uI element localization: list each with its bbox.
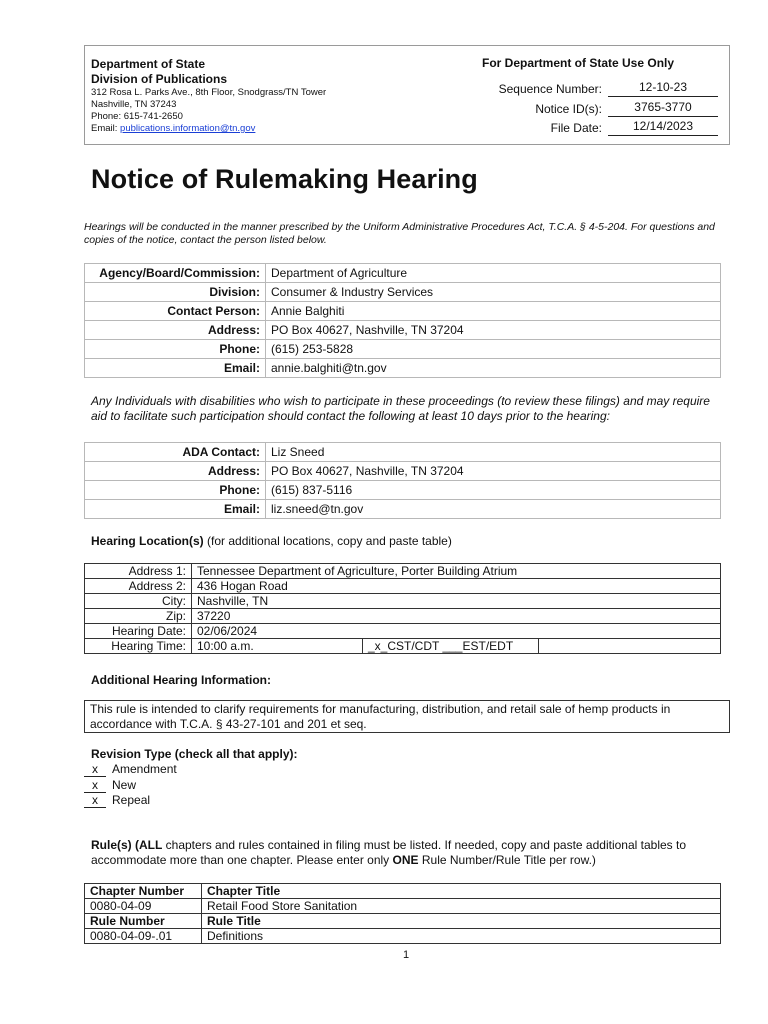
department-phone: Phone: 615-741-2650 — [91, 111, 183, 122]
agency-contact-table — [84, 263, 721, 378]
field-label: Agency/Board/Commission: — [85, 264, 266, 283]
table-header-row — [85, 884, 721, 899]
chapter-number: 0080-04-09 — [85, 899, 202, 914]
hearing-location-note: (for additional locations, copy and paste table) — [203, 534, 452, 548]
notice-id-label: Notice ID(s): — [535, 102, 602, 116]
field-value: Tennessee Department of Agriculture, Porter Building Atrium — [192, 564, 721, 579]
field-label: Phone: — [85, 481, 266, 500]
table-row — [85, 899, 721, 914]
field-value: 436 Hogan Road — [192, 579, 721, 594]
page-number: 1 — [402, 949, 410, 961]
rule-table — [84, 883, 721, 944]
field-label: Email: — [85, 500, 266, 519]
field-value: (615) 837-5116 — [266, 481, 721, 500]
revision-type-heading: Revision Type (check all that apply): — [91, 747, 298, 761]
department-city: Nashville, TN 37243 — [91, 99, 177, 110]
column-header: Chapter Title — [202, 884, 721, 899]
sequence-number-label: Sequence Number: — [498, 82, 602, 96]
hearing-time-label: Hearing Time: — [85, 639, 192, 654]
revision-item-repeal — [84, 793, 150, 808]
table-row — [85, 321, 721, 340]
hearing-location-bold: Hearing Location(s) — [91, 534, 204, 548]
intro-text: Hearings will be conducted in the manner prescribed by the Uniform Administrative Procedures Act, T.C.A. § 4-5-204. For questions and copies of the notice, contact the person listed below. — [84, 221, 715, 246]
notice-id-value: 3765-3770 — [608, 100, 718, 117]
chapter-title: Retail Food Store Sanitation — [202, 899, 721, 914]
field-value: 37220 — [192, 609, 721, 624]
division-name: Division of Publications — [91, 72, 228, 86]
notice-id-row — [482, 102, 722, 118]
time-zone-selection: _x_CST/CDT ___EST/EDT — [363, 639, 539, 654]
table-row — [85, 609, 721, 624]
field-value: Liz Sneed — [266, 443, 721, 462]
field-value: PO Box 40627, Nashville, TN 37204 — [266, 462, 721, 481]
rules-note-text: chapters and rules contained in filing must be listed. If needed, copy and paste additional tables to accommodate more than one chapter. Please enter only — [91, 838, 686, 867]
ada-contact-table — [84, 442, 721, 519]
rule-number: 0080-04-09-.01 — [85, 929, 202, 944]
revision-item-new — [84, 778, 136, 793]
table-row — [85, 500, 721, 519]
field-label: Zip: — [85, 609, 192, 624]
revision-label: Repeal — [112, 793, 151, 807]
field-value: Annie Balghiti — [266, 302, 721, 321]
table-row — [85, 579, 721, 594]
department-address: 312 Rosa L. Parks Ave., 8th Floor, Snodgrass/TN Tower — [91, 87, 327, 98]
hearing-location-heading — [91, 534, 452, 548]
field-label: Contact Person: — [85, 302, 266, 321]
table-row — [85, 639, 721, 654]
field-label: City: — [85, 594, 192, 609]
column-header: Rule Title — [202, 914, 721, 929]
email-label: Email: — [91, 123, 121, 134]
sequence-number-value: 12-10-23 — [608, 80, 718, 97]
sequence-number-row — [482, 82, 722, 98]
additional-info-text: This rule is intended to clarify requirements for manufacturing, distribution, and retail sale of hemp products in accordance with T.C.A. § 43-27-101 and 201 et seq. — [84, 700, 730, 733]
page-title: Notice of Rulemaking Hearing — [91, 164, 478, 194]
field-value: annie.balghiti@tn.gov — [266, 359, 721, 378]
table-row — [85, 359, 721, 378]
checkmark: x — [84, 779, 106, 793]
checkmark: x — [84, 794, 106, 808]
department-header-box — [84, 45, 730, 145]
rules-note-all: ALL — [139, 838, 163, 852]
table-row — [85, 564, 721, 579]
table-header-row — [85, 914, 721, 929]
field-value: Department of Agriculture — [266, 264, 721, 283]
checkmark: x — [84, 763, 106, 777]
additional-info-heading: Additional Hearing Information: — [91, 673, 271, 687]
empty-cell — [539, 639, 721, 654]
field-value: Consumer & Industry Services — [266, 283, 721, 302]
revision-label: New — [112, 778, 137, 792]
department-email-link[interactable]: publications.information@tn.gov — [120, 123, 256, 134]
rules-note-end: Rule Number/Rule Title per row.) — [418, 853, 596, 867]
field-label: ADA Contact: — [85, 443, 266, 462]
table-row — [85, 264, 721, 283]
column-header: Chapter Number — [85, 884, 202, 899]
department-email-line — [91, 123, 326, 135]
column-header: Rule Number — [85, 914, 202, 929]
field-value: Nashville, TN — [192, 594, 721, 609]
department-contact-block — [91, 57, 326, 135]
field-label: Division: — [85, 283, 266, 302]
field-label: Address: — [85, 462, 266, 481]
field-label: Phone: — [85, 340, 266, 359]
rules-note-one: ONE — [392, 853, 419, 867]
table-row — [85, 929, 721, 944]
file-date-row — [482, 121, 722, 137]
field-value: liz.sneed@tn.gov — [266, 500, 721, 519]
hearing-time-value: 10:00 a.m. — [192, 639, 363, 654]
table-row — [85, 340, 721, 359]
hearing-location-table — [84, 563, 721, 654]
table-row — [85, 443, 721, 462]
field-label: Address 2: — [85, 579, 192, 594]
state-use-only-title: For Department of State Use Only — [482, 56, 675, 70]
field-label: Hearing Date: — [85, 624, 192, 639]
ada-note: Any Individuals with disabilities who wish to participate in these proceedings (to review these filings) and may require aid to facilitate such participation should contact the following at least 10 days prior to the hearing: — [91, 394, 710, 423]
field-label: Address 1: — [85, 564, 192, 579]
file-date-label: File Date: — [550, 121, 602, 135]
rules-note-bold: Rule(s) ( — [91, 838, 139, 852]
state-use-only-block — [482, 56, 722, 135]
field-value: 02/06/2024 — [192, 624, 721, 639]
field-value: (615) 253-5828 — [266, 340, 721, 359]
file-date-value: 12/14/2023 — [608, 119, 718, 136]
revision-label: Amendment — [112, 762, 177, 776]
table-row — [85, 302, 721, 321]
rules-instructions — [91, 838, 731, 868]
table-row — [85, 624, 721, 639]
field-label: Email: — [85, 359, 266, 378]
department-name: Department of State — [91, 57, 206, 71]
table-row — [85, 462, 721, 481]
table-row — [85, 481, 721, 500]
table-row — [85, 283, 721, 302]
rule-title: Definitions — [202, 929, 721, 944]
field-label: Address: — [85, 321, 266, 340]
revision-item-amendment — [84, 762, 177, 777]
table-row — [85, 594, 721, 609]
field-value: PO Box 40627, Nashville, TN 37204 — [266, 321, 721, 340]
